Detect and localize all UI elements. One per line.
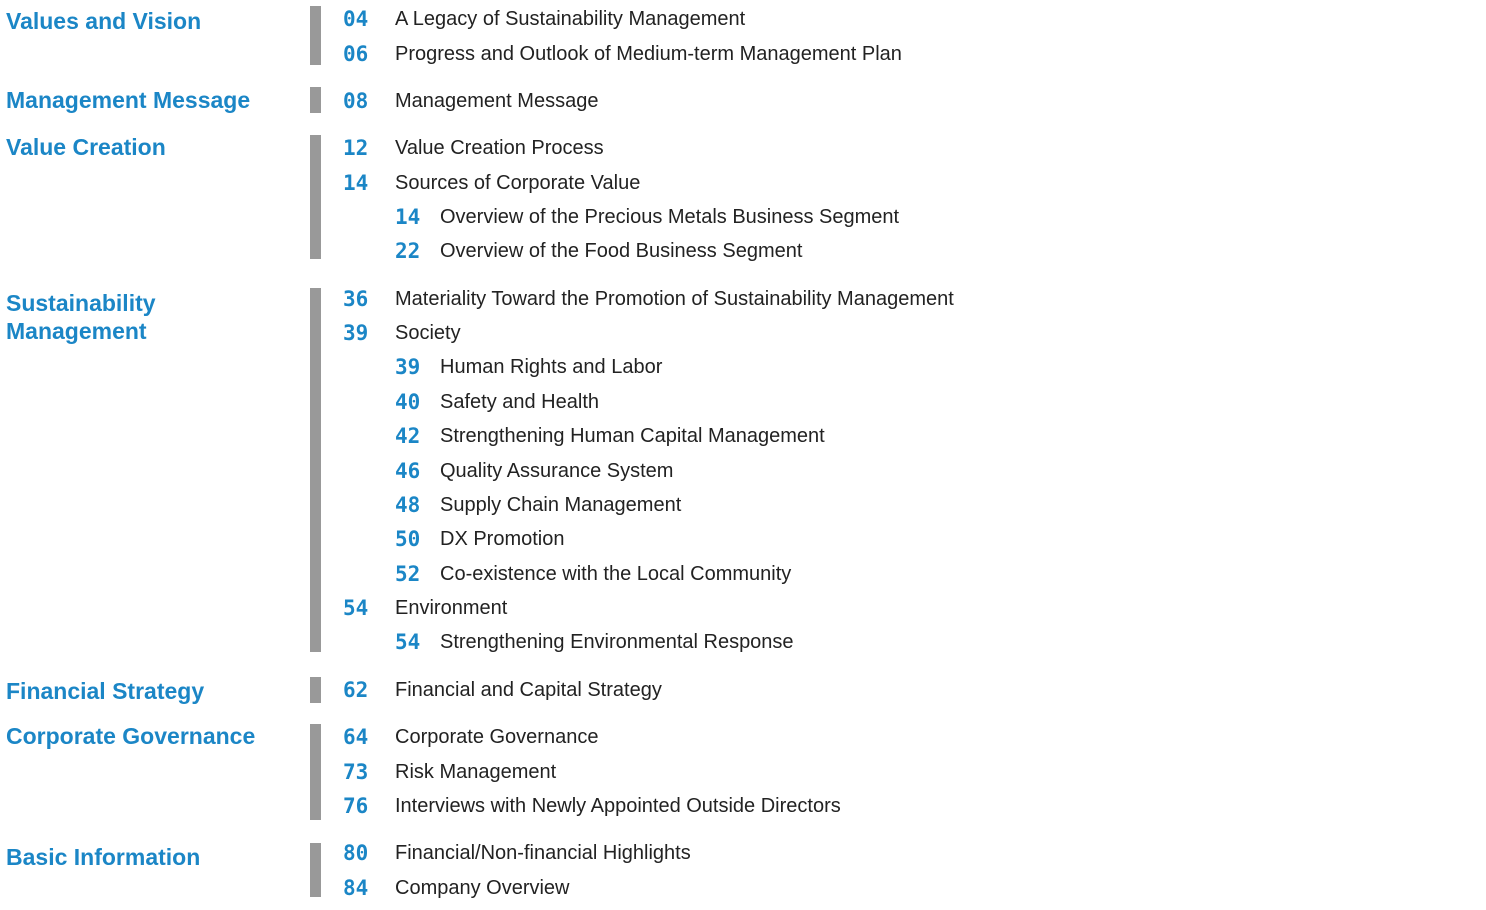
entry-title: Quality Assurance System <box>440 460 674 482</box>
section-divider-bar <box>310 6 321 65</box>
toc-entry[interactable] <box>343 39 902 69</box>
entry-title: Financial/Non-financial Highlights <box>395 842 691 864</box>
toc-subentry[interactable] <box>395 352 662 382</box>
page-number: 76 <box>343 794 369 818</box>
page-number: 14 <box>395 205 421 229</box>
section-title: Basic Information <box>6 844 201 870</box>
toc-entry[interactable] <box>343 838 691 868</box>
section-title: Sustainability Management <box>6 290 156 344</box>
page-number: 54 <box>343 596 369 620</box>
toc-entry[interactable] <box>343 318 461 348</box>
entry-title: DX Promotion <box>440 528 565 550</box>
page-number: 22 <box>395 239 421 263</box>
toc-entry[interactable] <box>343 791 841 821</box>
section-divider-bar <box>310 677 321 703</box>
page-number: 14 <box>343 171 369 195</box>
page-number: 62 <box>343 678 369 702</box>
page-number: 73 <box>343 760 369 784</box>
page-number: 08 <box>343 89 369 113</box>
page-number: 84 <box>343 876 369 900</box>
toc-subentry[interactable] <box>395 236 802 266</box>
entry-title: A Legacy of Sustainability Management <box>395 8 746 30</box>
page-number: 36 <box>343 287 369 311</box>
section-title: Value Creation <box>6 134 166 160</box>
toc-subentry[interactable] <box>395 559 791 589</box>
entry-title: Management Message <box>395 90 599 112</box>
toc-entry[interactable] <box>343 722 598 752</box>
entry-title: Company Overview <box>395 877 570 899</box>
entry-title: Overview of the Precious Metals Business Segment <box>440 206 900 228</box>
toc-entry[interactable] <box>343 168 640 198</box>
page-number: 48 <box>395 493 421 517</box>
toc-entry[interactable] <box>343 284 954 314</box>
page-number: 54 <box>395 630 421 654</box>
toc-entry[interactable] <box>343 86 598 116</box>
page-number: 06 <box>343 42 369 66</box>
section-divider-bar <box>310 135 321 259</box>
toc-entry[interactable] <box>343 757 556 787</box>
page-number: 42 <box>395 424 421 448</box>
section-divider-bar <box>310 87 321 113</box>
entry-title: Society <box>395 322 461 344</box>
entry-title: Strengthening Environmental Response <box>440 631 794 653</box>
page-number: 80 <box>343 841 369 865</box>
entry-title: Progress and Outlook of Medium-term Management Plan <box>395 43 902 65</box>
section-divider-bar <box>310 288 321 652</box>
section-title: Management Message <box>6 87 251 113</box>
page-number: 46 <box>395 459 421 483</box>
section-title: Financial Strategy <box>6 678 205 704</box>
page-number: 39 <box>395 355 421 379</box>
entry-title: Materiality Toward the Promotion of Sustainability Management <box>395 288 954 310</box>
toc-subentry[interactable] <box>395 387 599 417</box>
toc-entry[interactable] <box>343 593 507 623</box>
entry-title: Risk Management <box>395 761 557 783</box>
page-number: 39 <box>343 321 369 345</box>
entry-title: Sources of Corporate Value <box>395 172 641 194</box>
section-title: Values and Vision <box>6 8 202 34</box>
entry-title: Human Rights and Labor <box>440 356 663 378</box>
page-number: 50 <box>395 527 421 551</box>
toc-subentry[interactable] <box>395 456 673 486</box>
entry-title: Supply Chain Management <box>440 494 682 516</box>
toc-entry[interactable] <box>343 675 662 705</box>
entry-title: Safety and Health <box>440 391 599 413</box>
toc-entry[interactable] <box>343 4 745 34</box>
page-number: 04 <box>343 7 369 31</box>
section-divider-bar <box>310 724 321 820</box>
toc-entry[interactable] <box>343 873 570 903</box>
section-title: Corporate Governance <box>6 723 256 749</box>
entry-title: Financial and Capital Strategy <box>395 679 662 701</box>
toc-subentry[interactable] <box>395 627 794 657</box>
entry-title: Overview of the Food Business Segment <box>440 240 803 262</box>
toc-subentry[interactable] <box>395 490 681 520</box>
entry-title: Environment <box>395 597 508 619</box>
toc-subentry[interactable] <box>395 202 899 232</box>
page-number: 12 <box>343 136 369 160</box>
toc-subentry[interactable] <box>395 524 565 554</box>
page-number: 40 <box>395 390 421 414</box>
toc-subentry[interactable] <box>395 421 825 451</box>
page-number: 64 <box>343 725 369 749</box>
entry-title: Strengthening Human Capital Management <box>440 425 825 447</box>
section-divider-bar <box>310 843 321 897</box>
entry-title: Value Creation Process <box>395 137 604 159</box>
entry-title: Interviews with Newly Appointed Outside Directors <box>395 795 841 817</box>
toc-entry[interactable] <box>343 133 604 163</box>
entry-title: Co-existence with the Local Community <box>440 563 792 585</box>
page-number: 52 <box>395 562 421 586</box>
entry-title: Corporate Governance <box>395 726 599 748</box>
